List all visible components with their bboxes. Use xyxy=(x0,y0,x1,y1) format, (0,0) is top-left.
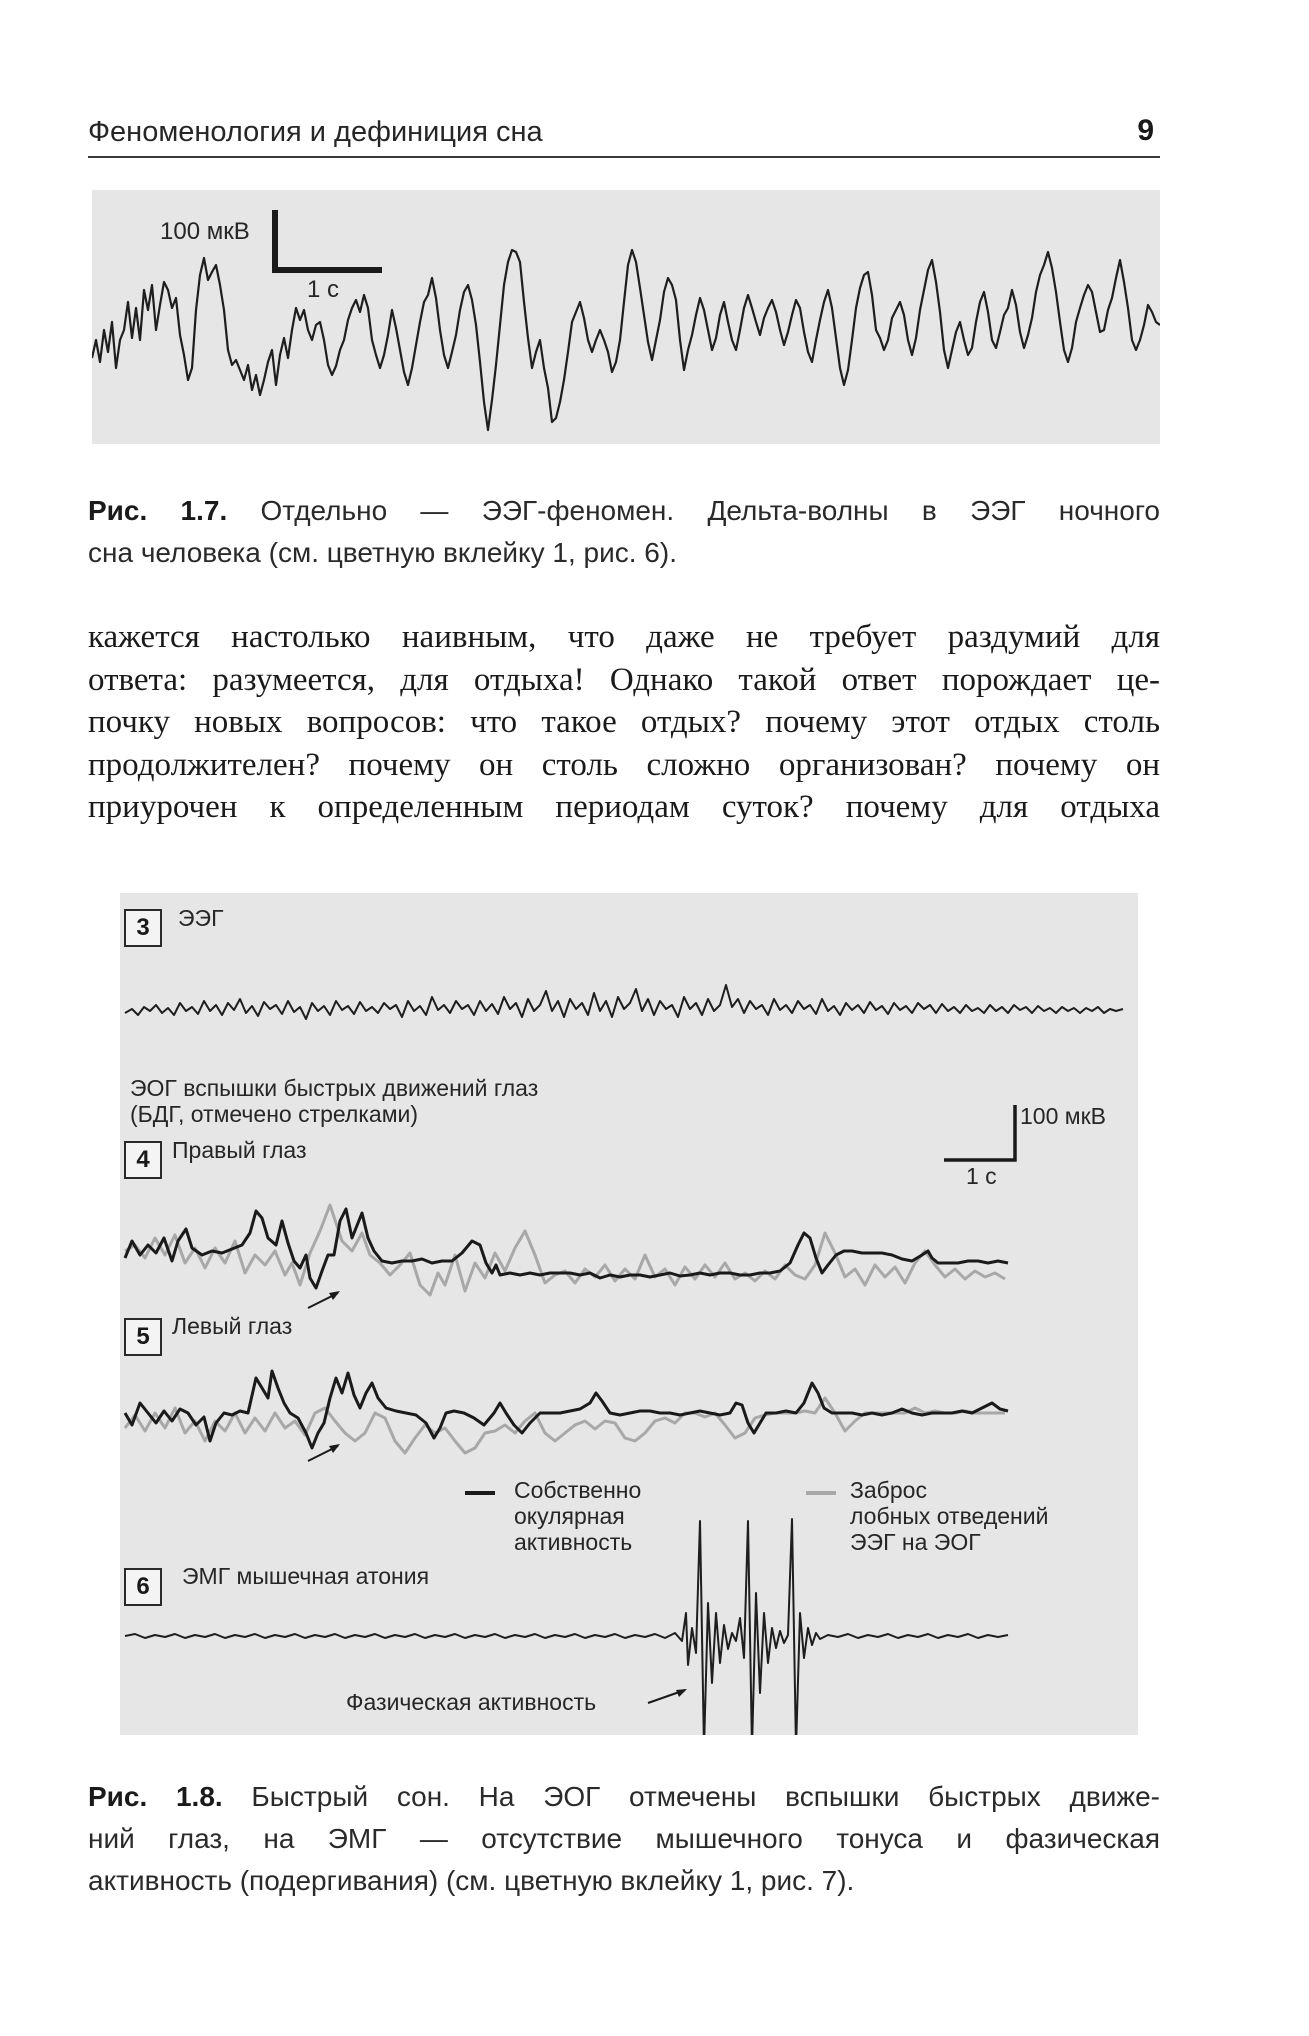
left-eye-ocular-trace xyxy=(125,1371,1008,1448)
eeg-trace xyxy=(125,985,1123,1019)
legend-spill-line-3: ЭЭГ на ЭОГ xyxy=(850,1529,981,1555)
scale-time-label: 1 с xyxy=(307,276,340,303)
body-paragraph xyxy=(88,616,1160,829)
caption-label: Рис. 1.7. xyxy=(88,495,228,526)
figure-1-7-caption xyxy=(88,490,1160,574)
legend-ocular-line-2: окулярная xyxy=(514,1503,625,1529)
panel-number-5: 5 xyxy=(124,1318,162,1356)
left-eye-eeg-spill-trace xyxy=(125,1398,1005,1453)
caption-line: сна человека (см. цветную вклейку 1, рис. 6). xyxy=(88,537,677,568)
figure-1-8-rem-sleep xyxy=(120,893,1138,1735)
caption-line: ний глаз, на ЭМГ — отсутствие мышечного тонуса и фазическая xyxy=(88,1823,1160,1854)
page-number: 9 xyxy=(1137,114,1154,147)
body-line: продолжителен? почему он столь сложно организован? почему он xyxy=(88,746,1160,783)
legend-spill-line-1: Заброс xyxy=(850,1477,927,1503)
panel-label-right-eye: Правый глаз xyxy=(172,1137,307,1163)
right-eye-eeg-spill-trace xyxy=(125,1205,1005,1295)
legend-ocular-line-3: активность xyxy=(514,1529,633,1555)
figure-1-8-caption xyxy=(88,1776,1160,1902)
body-line: почку новых вопросов: что такое отдых? почему этот отдых столь xyxy=(88,704,1160,740)
panel-label-left-eye: Левый глаз xyxy=(172,1313,293,1339)
legend-spill-line-2: лобных отведений xyxy=(850,1503,1049,1529)
panel-label-eeg: ЭЭГ xyxy=(178,905,224,931)
legend-ocular-line-1: Собственно xyxy=(514,1477,642,1503)
body-line: кажется настолько наивным, что даже не требует раздумий для xyxy=(88,619,1160,655)
eog-title-line-2: (БДГ, отмечено стрелками) xyxy=(130,1101,419,1127)
panel-number-3: 3 xyxy=(124,909,162,947)
panel-number-6: 6 xyxy=(124,1568,162,1606)
running-head xyxy=(88,112,1160,158)
caption-line: Быстрый сон. На ЭОГ отмечены вспышки быстрых движе- xyxy=(251,1781,1160,1812)
phasic-activity-label: Фазическая активность xyxy=(346,1689,597,1715)
panel-number-4: 4 xyxy=(124,1141,162,1179)
panel-label-emg: ЭМГ мышечная атония xyxy=(182,1563,430,1589)
scale-amplitude-label: 100 мкВ xyxy=(1020,1103,1106,1129)
figure-1-7-eeg-delta-waves xyxy=(92,190,1160,444)
eog-title-line-1: ЭОГ вспышки быстрых движений глаз xyxy=(130,1075,539,1101)
caption-line: активность (подергивания) (см. цветную вклейку 1, рис. 7). xyxy=(88,1865,855,1896)
body-line: приурочен к определенным периодам суток? почему для отдыха xyxy=(88,789,1160,825)
right-eye-ocular-trace xyxy=(125,1209,1008,1288)
scale-amplitude-label: 100 мкВ xyxy=(160,218,250,245)
caption-line: Отдельно — ЭЭГ-феномен. Дельта-волны в ЭЭГ ночного xyxy=(260,495,1160,526)
eeg-delta-trace xyxy=(92,250,1160,430)
scale-time-label: 1 с xyxy=(966,1163,997,1189)
scale-bar-amplitude xyxy=(944,1105,1015,1160)
eeg-delta-trace-plot xyxy=(92,190,1160,444)
body-line: ответа: разумеется, для отдыха! Однако такой ответ порождает це- xyxy=(88,661,1160,698)
scale-bar-amplitude xyxy=(275,210,382,270)
running-head-title: Феноменология и дефиниция сна xyxy=(88,116,543,148)
caption-label: Рис. 1.8. xyxy=(88,1781,223,1812)
